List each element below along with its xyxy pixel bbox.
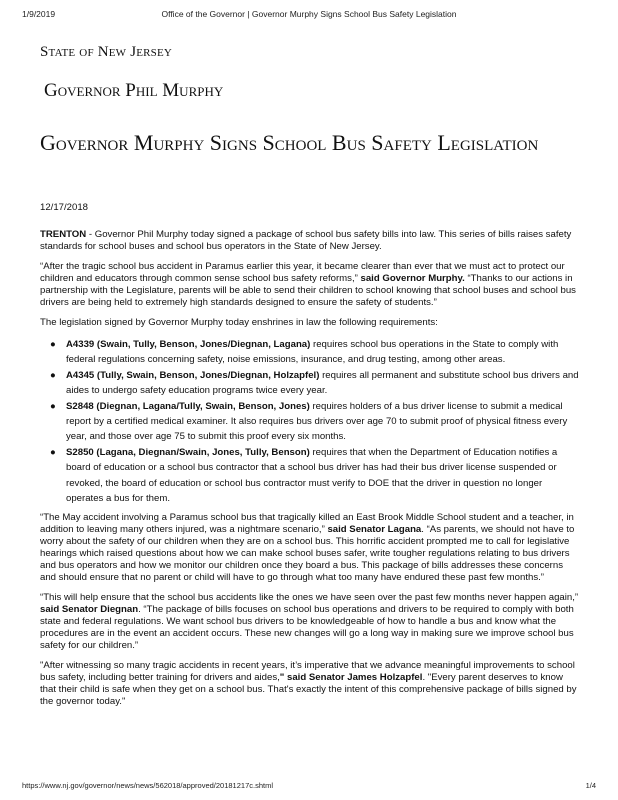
headline: Governor Murphy Signs School Bus Safety Legislation — [40, 130, 539, 155]
print-page-title: Office of the Governor | Governor Murphy Signs School Bus Safety Legislation — [161, 9, 457, 19]
print-date: 1/9/2019 — [22, 9, 56, 19]
intro-text: - Governor Phil Murphy today signed a package of school bus safety bills into law. This series of bills raises safety standards for school buses and school bus operators in the State of New Jersey. — [40, 229, 572, 252]
bill-description: requires holders of a bus driver license to submit a medical report by a certified medical examiner. It also requires bus drivers over age 70 to submit proof of physical fitness every year, and those over age 75 to submit this proof every six months. — [66, 400, 568, 443]
quote-speaker: said Senator Lagana — [327, 524, 422, 536]
paragraph-intro — [40, 229, 580, 253]
bullet-icon: ● — [50, 339, 56, 350]
paragraph-diegnan-quote — [40, 592, 580, 652]
governor-name[interactable]: Governor Phil Murphy — [44, 80, 224, 101]
bullet-icon: ● — [50, 400, 56, 412]
quote-text: "After witnessing so many tragic accidents in recent years, it’s imperative that we advance meaningful improvements to school bus safety, including better training for drivers and aides, — [40, 660, 575, 684]
list-item — [50, 337, 580, 368]
list-item — [50, 399, 580, 445]
bill-id: S2848 (Diegnan, Lagana/Tully, Swain, Benson, Jones) — [66, 400, 310, 412]
bill-description: requires all permanent and substitute school bus drivers and aides to undergo safety education programs twice every year. — [66, 369, 579, 397]
bullet-icon: ● — [50, 369, 56, 381]
quote-text: . “The package of bills focuses on school bus operations and drivers to be required to comply with both state and federal regulations. We want school bus drivers to be knowledgeable of how to handle a bus and know what the procedures are in the event an accident occurs. These new changes will go a long way in making sure we improve school bus safety for our children.” — [40, 604, 574, 652]
quote-text: “The May accident involving a Paramus school bus that tragically killed an East Brook Middle School student and a teacher, in addition to leaving many others injured, was a nightmare scenario,” — [40, 512, 574, 536]
bill-id: A4339 (Swain, Tully, Benson, Jones/Diegnan, Lagana) — [66, 339, 311, 350]
quote-speaker: said Governor Murphy. — [360, 273, 465, 284]
quote-text: “This will help ensure that the school bus accidents like the ones we have seen over the past few months never happen again,” — [40, 592, 579, 604]
list-item — [50, 368, 580, 399]
paragraph-requirements-intro: The legislation signed by Governor Murphy today enshrines in law the following requirements: — [40, 317, 438, 328]
bill-description: requires school bus operations in the State to comply with federal regulations concerning safety, noise emissions, insurance, and drug testing, among other areas. — [66, 339, 559, 366]
state-name[interactable]: State of New Jersey — [40, 44, 173, 60]
list-item — [50, 445, 580, 507]
quote-text: . "Every parent deserves to know that their child is safe when they get on a school bus. That's exactly the intent of this comprehensive package of bills signed by the governor today." — [40, 672, 577, 708]
publication-date: 12/17/2018 — [40, 202, 89, 213]
quote-text: “Thanks to our actions in partnership with the Legislature, parents will be able to send their children to school knowing that school buses and school bus drivers are being held to extremely high standards designed to ensure the safety of students.” — [40, 273, 576, 308]
bill-list — [50, 337, 580, 506]
quote-text: “After the tragic school bus accident in Paramus earlier this year, it became clearer than ever that we must act to protect our children and educators through common sense school bus safety reforms,” — [40, 261, 565, 284]
bill-id: S2850 (Lagana, Diegnan/Swain, Jones, Tully, Benson) — [66, 446, 310, 458]
quote-text: . “As parents, we should not have to worry about the safety of our children when they are on a school bus. This horrific accident prompted me to call for legislative hearings which raised questions about how we can make school buses safer, write tougher regulations relating to bus drivers and bus operators and how we monitor our children once they board a bus. This package of bills addresses these concerns and should ensure that no parent or child will have to go through what too many have endured these past few months.” — [40, 524, 575, 584]
paragraph-lagana-quote — [40, 512, 580, 584]
article-body — [40, 202, 580, 716]
bill-description: requires that when the Department of Education notifies a board of education or a school bus contractor that a school bus driver has had their bus driver license suspended or revoked, the board of education or school bus contractor must verify to DOE that the driver in question no longer operates a bus for them. — [66, 446, 558, 505]
dateline: TRENTON — [40, 229, 87, 240]
paragraph-governor-quote — [40, 261, 580, 309]
quote-speaker: said Senator Diegnan — [40, 604, 139, 616]
print-url: https://www.nj.gov/governor/news/news/562018/approved/20181217c.shtml — [22, 781, 273, 790]
bill-id: A4345 (Tully, Swain, Benson, Jones/Diegnan, Holzapfel) — [66, 369, 320, 381]
paragraph-holzapfel-quote — [40, 660, 580, 708]
quote-speaker: " said Senator James Holzapfel — [279, 672, 423, 684]
bullet-icon: ● — [50, 446, 56, 458]
page-number: 1/4 — [585, 781, 596, 790]
